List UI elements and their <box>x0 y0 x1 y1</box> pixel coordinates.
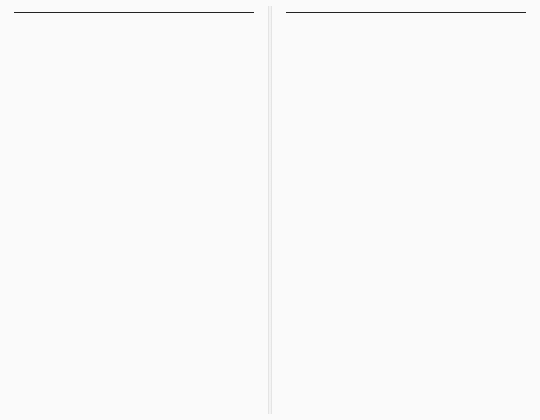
text-line <box>14 210 254 225</box>
text-line <box>286 186 526 201</box>
right-body-lines <box>286 19 526 414</box>
text-line <box>14 392 254 407</box>
text-line <box>14 49 254 64</box>
text-line <box>14 332 254 347</box>
text-line <box>286 216 526 231</box>
text-line <box>286 353 526 368</box>
text-line <box>14 225 254 240</box>
text-line <box>14 347 254 362</box>
text-line <box>14 134 254 149</box>
text-line <box>286 95 526 110</box>
text-line <box>286 80 526 95</box>
text-line <box>14 256 254 271</box>
text-line <box>286 232 526 247</box>
text-line <box>14 165 254 180</box>
text-line <box>286 368 526 383</box>
left-lines-after-heading <box>14 119 254 414</box>
text-line <box>286 49 526 64</box>
left-page <box>4 6 264 414</box>
text-line <box>14 408 254 415</box>
text-line <box>286 308 526 323</box>
text-line <box>14 377 254 392</box>
text-line <box>286 156 526 171</box>
text-line <box>14 240 254 255</box>
text-line <box>14 195 254 210</box>
book-gutter <box>268 6 272 414</box>
text-line <box>286 277 526 292</box>
text-line <box>14 34 254 49</box>
text-line <box>286 65 526 80</box>
text-line <box>14 65 254 80</box>
text-line <box>14 80 254 95</box>
text-line <box>14 301 254 316</box>
text-line <box>286 292 526 307</box>
left-page-body <box>14 13 254 414</box>
text-line <box>14 286 254 301</box>
text-line <box>286 201 526 216</box>
text-line <box>286 34 526 49</box>
text-line <box>286 19 526 34</box>
text-line <box>14 316 254 331</box>
right-page-body <box>286 13 526 414</box>
left-section-heading <box>14 99 254 115</box>
text-line <box>286 323 526 338</box>
text-line <box>286 125 526 140</box>
text-line <box>286 110 526 125</box>
left-lines-before-heading <box>14 19 254 95</box>
text-line <box>14 362 254 377</box>
text-line <box>14 19 254 34</box>
text-line <box>286 141 526 156</box>
text-line <box>286 247 526 262</box>
text-line <box>286 171 526 186</box>
text-line <box>286 399 526 414</box>
text-line <box>286 338 526 353</box>
text-line <box>286 262 526 277</box>
text-line <box>286 384 526 399</box>
text-line <box>14 180 254 195</box>
text-line <box>14 149 254 164</box>
text-line <box>14 119 254 134</box>
text-line <box>14 271 254 286</box>
right-page <box>276 6 536 414</box>
